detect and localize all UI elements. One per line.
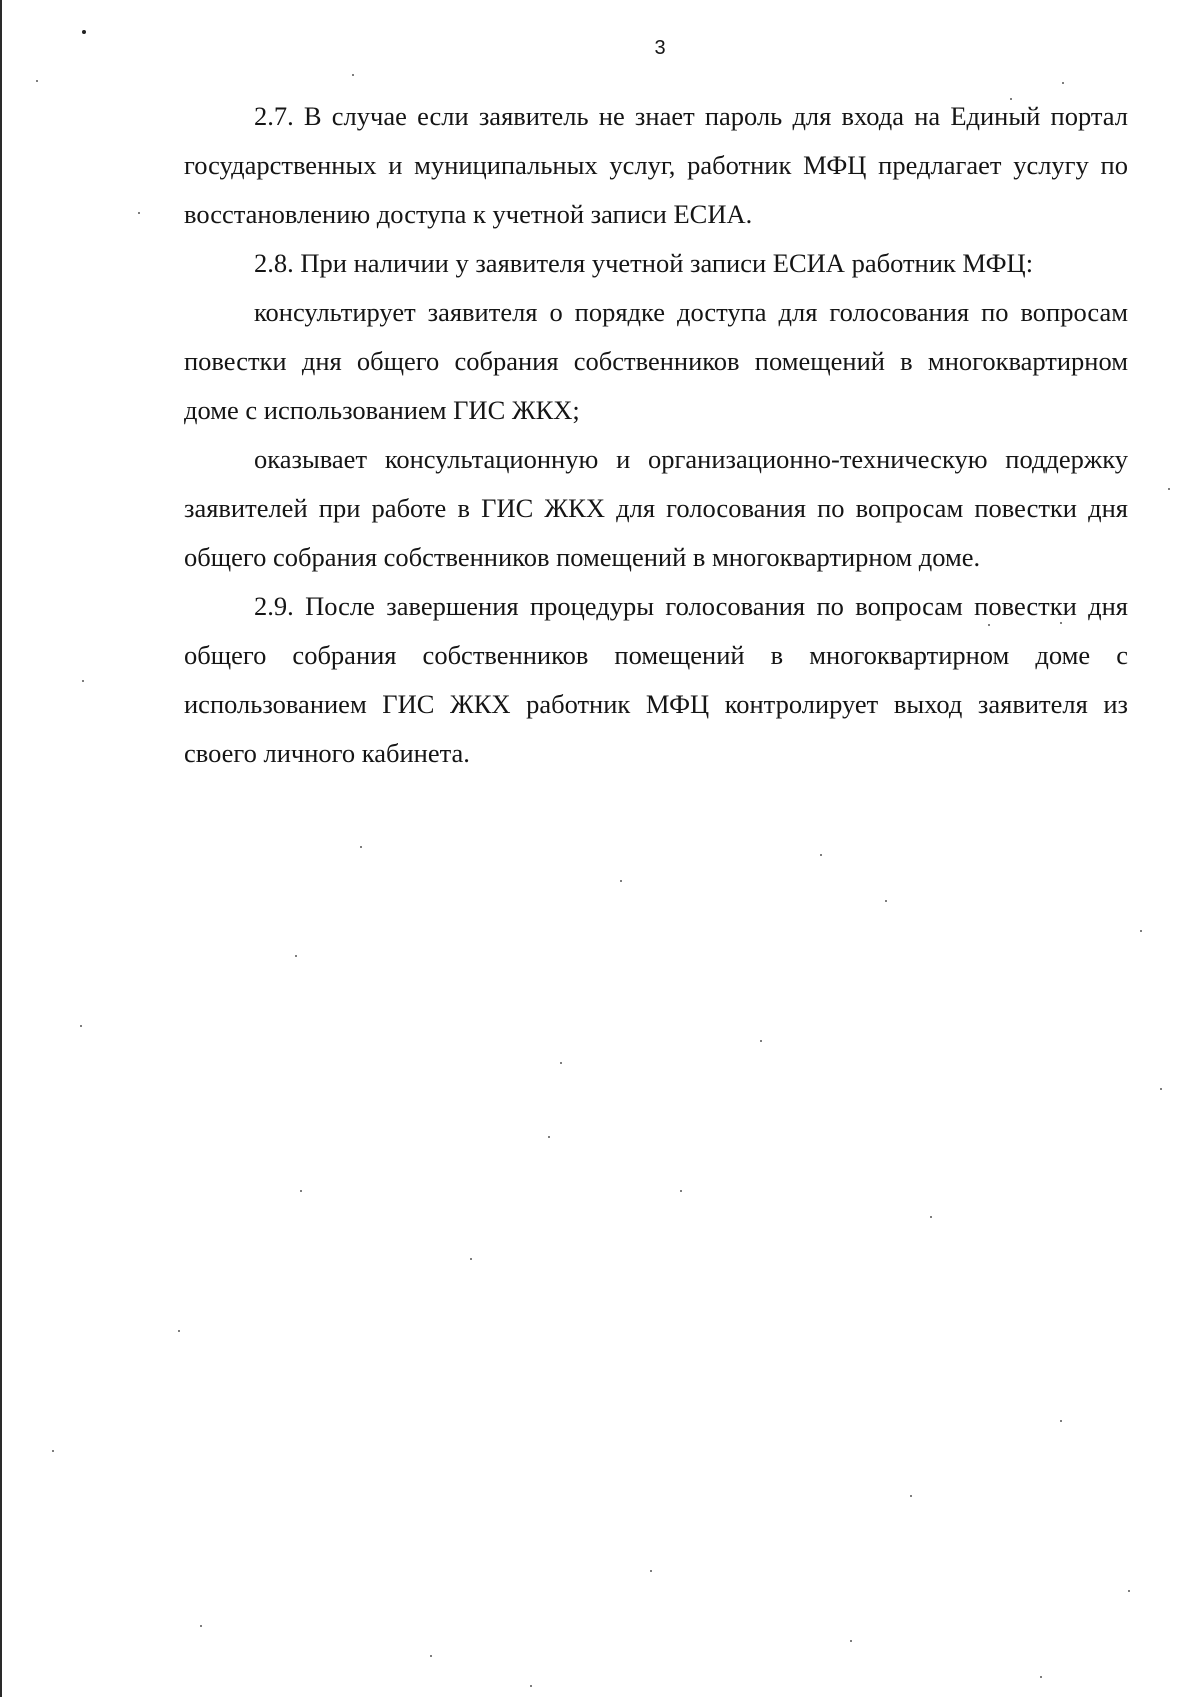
scan-speck [82, 30, 86, 34]
scan-speck [138, 212, 140, 214]
scan-speck [620, 880, 622, 882]
scan-speck [36, 80, 38, 82]
scan-speck [650, 1570, 652, 1572]
paragraph-2-9: 2.9. После завершения процедуры голосования по вопросам повестки дня общего собрания собственников помещений в многоквартирном доме с использованием ГИС ЖКХ работник МФЦ контролирует выход заявителя из своего личного кабинета. [184, 591, 1128, 768]
scan-speck [1060, 622, 1062, 624]
scan-speck [352, 74, 354, 76]
scan-speck [360, 846, 362, 848]
paragraph-2-8: 2.8. При наличии у заявителя учетной записи ЕСИА работник МФЦ: [254, 248, 1034, 278]
scan-speck [548, 1136, 550, 1138]
scan-speck [680, 1190, 682, 1192]
scan-speck [295, 955, 297, 957]
page-number: 3 [654, 37, 666, 59]
scan-speck [760, 1040, 762, 1042]
scan-speck [1060, 1420, 1062, 1422]
scan-speck [988, 624, 990, 626]
scan-speck [200, 1625, 202, 1627]
scan-speck [1128, 1590, 1130, 1592]
scan-speck [1040, 1676, 1042, 1678]
paragraph-2-8-consult: консультирует заявителя о порядке доступа для голосования по вопросам повестки дня общего собрания собственников помещений в многоквартирном доме с использованием ГИС ЖКХ; [184, 297, 1128, 425]
scan-speck [560, 1062, 562, 1064]
scan-speck [470, 1258, 472, 1260]
scan-speck [1140, 930, 1142, 932]
scan-speck [930, 1216, 932, 1218]
scan-speck [530, 1685, 532, 1687]
scan-speck [300, 1190, 302, 1192]
scan-speck [1160, 1088, 1162, 1090]
scan-speck [430, 1655, 432, 1657]
document-body [184, 92, 1128, 778]
scan-speck [910, 1495, 912, 1497]
scan-edge-line [0, 0, 2, 1697]
paragraph-2-8-support: оказывает консультационную и организационно-техническую поддержку заявителей при работе в ГИС ЖКХ для голосования по вопросам повестки дня общего собрания собственников помещений в многоквартирном доме. [184, 444, 1128, 572]
scan-speck [1010, 98, 1012, 100]
scan-speck [885, 900, 887, 902]
scan-speck [82, 680, 84, 682]
scan-speck [52, 1450, 54, 1452]
scan-speck [1168, 488, 1170, 490]
scan-speck [850, 1640, 852, 1642]
scan-speck [820, 854, 822, 856]
scan-speck [1062, 82, 1064, 84]
scan-speck [178, 1330, 180, 1332]
scan-speck [80, 1025, 82, 1027]
paragraph-2-7: 2.7. В случае если заявитель не знает пароль для входа на Единый портал государственных и муниципальных услуг, работник МФЦ предлагает услугу по восстановлению доступа к учетной записи ЕСИА. [184, 101, 1128, 229]
